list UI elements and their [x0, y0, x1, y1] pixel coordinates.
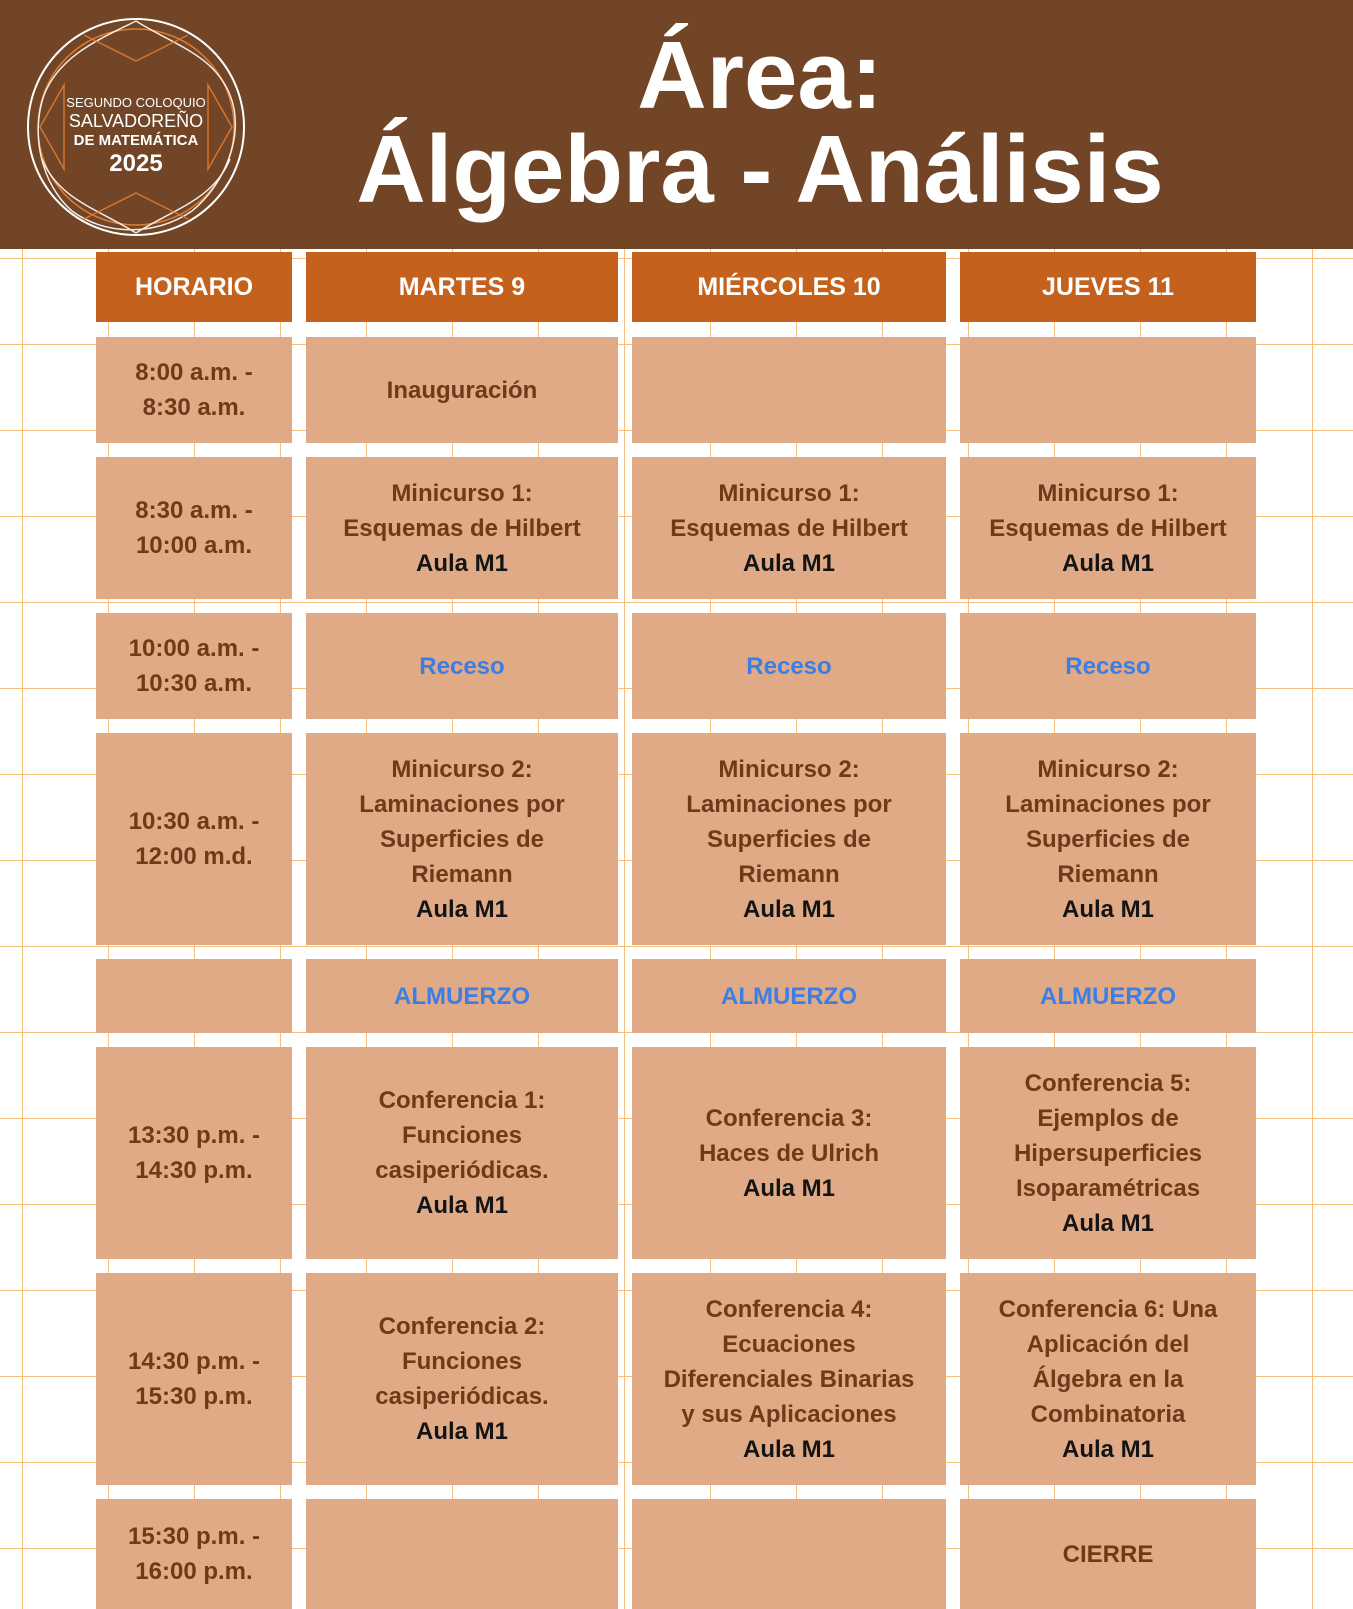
time-line: 14:30 p.m.: [135, 1157, 253, 1184]
column-header-label: MARTES 9: [398, 272, 526, 301]
time-line: 16:00 p.m.: [135, 1558, 253, 1585]
session-text-line: Esquemas de Hilbert: [670, 514, 908, 542]
session-text-line: ALMUERZO: [721, 982, 857, 1010]
time-line: 8:30 a.m. -: [135, 497, 253, 524]
session-room: Aula M1: [1061, 549, 1154, 577]
logo-line2: SALVADOREÑO: [68, 111, 204, 131]
session-text-line: Minicurso 2:: [391, 755, 533, 783]
session-text-line: Conferencia 1:: [378, 1087, 546, 1114]
session-text-line: Esquemas de Hilbert: [343, 514, 581, 542]
session-room: Aula M1: [1061, 895, 1154, 923]
logo-line3: DE MATEMÁTICA: [73, 132, 199, 149]
page-title: [300, 22, 1220, 223]
session-text-line: Conferencia 4:: [705, 1295, 873, 1323]
session-text-line: Isoparamétricas: [1015, 1174, 1201, 1202]
session-cell-martes: [306, 457, 618, 599]
time-line: 10:30 a.m.: [135, 670, 253, 697]
session-room: Aula M1: [1061, 1209, 1154, 1237]
session-cell-miercoles: [632, 733, 946, 945]
time-cell: [96, 1273, 292, 1485]
session-cell-jueves: [960, 959, 1256, 1033]
session-text-line: Haces de Ulrich: [698, 1139, 880, 1167]
time-line: 15:30 p.m.: [135, 1383, 253, 1410]
session-text-line: Riemann: [738, 860, 840, 888]
session-text-line: Receso: [746, 652, 832, 680]
logo-line1: SEGUNDO COLOQUIO: [66, 95, 206, 110]
time-cell: [96, 959, 292, 1033]
session-cell-miercoles: [632, 959, 946, 1033]
session-text-line: Álgebra en la: [1032, 1365, 1184, 1393]
session-text-line: casiperiódicas.: [375, 1383, 549, 1410]
session-text-line: Ejemplos de: [1037, 1104, 1179, 1132]
time-line: 14:30 p.m. -: [127, 1348, 261, 1375]
session-text-line: Conferencia 6: Una: [998, 1295, 1218, 1323]
session-text-line: Superficies de: [706, 825, 872, 853]
time-cell: [96, 457, 292, 599]
session-text-line: CIERRE: [1062, 1540, 1154, 1568]
session-cell-martes: [306, 613, 618, 719]
session-cell-miercoles: [632, 1499, 946, 1609]
session-text-line: Conferencia 2:: [378, 1313, 546, 1340]
session-text-line: Minicurso 2:: [718, 755, 860, 783]
session-room: Aula M1: [742, 895, 835, 923]
session-text-line: y sus Aplicaciones: [681, 1400, 897, 1428]
title-line-2: Álgebra - Análisis: [356, 116, 1164, 223]
page-header: [0, 0, 1353, 249]
session-cell-jueves: [960, 1499, 1256, 1609]
time-line: 10:00 a.m. -: [128, 635, 260, 662]
column-header: [632, 252, 946, 322]
session-cell-jueves: [960, 457, 1256, 599]
session-room: Aula M1: [415, 549, 508, 577]
session-text-line: Riemann: [411, 860, 513, 888]
session-room: Aula M1: [415, 895, 508, 923]
session-cell-jueves: [960, 1047, 1256, 1259]
session-cell-miercoles: [632, 337, 946, 443]
session-cell-miercoles: [632, 1047, 946, 1259]
session-cell-jueves: [960, 337, 1256, 443]
session-text-line: Minicurso 1:: [718, 479, 860, 507]
session-cell-martes: [306, 1273, 618, 1485]
time-line: 8:00 a.m. -: [135, 359, 253, 386]
column-header: [96, 252, 292, 322]
session-text-line: Receso: [419, 652, 505, 680]
session-room: Aula M1: [415, 1192, 508, 1219]
session-text-line: Aplicación del: [1026, 1330, 1190, 1358]
session-cell-jueves: [960, 613, 1256, 719]
column-header-label: JUEVES 11: [1041, 272, 1175, 301]
session-text-line: Conferencia 5:: [1024, 1069, 1192, 1097]
column-header: [306, 252, 618, 322]
session-room: Aula M1: [742, 549, 835, 577]
session-room: Aula M1: [742, 1435, 835, 1463]
session-cell-miercoles: [632, 613, 946, 719]
time-line: 8:30 a.m.: [142, 394, 246, 421]
session-room: Aula M1: [1061, 1435, 1154, 1463]
column-header-label: MIÉRCOLES 10: [697, 272, 881, 301]
session-cell-miercoles: [632, 1273, 946, 1485]
session-text-line: Laminaciones por: [359, 790, 565, 818]
session-room: Aula M1: [415, 1418, 508, 1445]
time-line: 12:00 m.d.: [135, 843, 253, 870]
logo-line4: 2025: [109, 150, 163, 177]
session-cell-martes: [306, 1047, 618, 1259]
time-cell: [96, 337, 292, 443]
session-text-line: Inauguración: [386, 376, 538, 404]
session-text-line: Laminaciones por: [686, 790, 892, 818]
session-text-line: Riemann: [1057, 860, 1159, 888]
session-text-line: Diferenciales Binarias: [663, 1365, 915, 1393]
time-cell: [96, 733, 292, 945]
session-cell-martes: [306, 733, 618, 945]
title-line-1: Área:: [637, 22, 883, 129]
session-text-line: Laminaciones por: [1005, 790, 1211, 818]
session-text-line: Ecuaciones: [722, 1330, 856, 1358]
column-header-label: HORARIO: [134, 272, 254, 301]
logo-emblem: [24, 15, 248, 239]
time-line: 15:30 p.m. -: [127, 1523, 261, 1550]
session-room: Aula M1: [742, 1174, 835, 1202]
session-cell-martes: [306, 337, 618, 443]
session-cell-jueves: [960, 1273, 1256, 1485]
session-text-line: Conferencia 3:: [705, 1104, 873, 1132]
session-text-line: Superficies de: [379, 825, 545, 853]
session-text-line: Minicurso 1:: [391, 479, 533, 507]
session-text-line: ALMUERZO: [1040, 982, 1176, 1010]
session-cell-jueves: [960, 733, 1256, 945]
session-text-line: Receso: [1065, 652, 1151, 680]
session-text-line: Funciones: [401, 1348, 522, 1375]
session-cell-martes: [306, 959, 618, 1033]
time-cell: [96, 1499, 292, 1609]
session-text-line: Funciones: [401, 1122, 522, 1149]
session-text-line: ALMUERZO: [394, 982, 530, 1010]
session-text-line: Minicurso 1:: [1037, 479, 1179, 507]
time-line: 10:00 a.m.: [135, 532, 253, 559]
session-text-line: Combinatoria: [1030, 1400, 1186, 1428]
time-line: 13:30 p.m. -: [127, 1122, 261, 1149]
session-cell-martes: [306, 1499, 618, 1609]
session-text-line: Superficies de: [1025, 825, 1191, 853]
session-text-line: Esquemas de Hilbert: [989, 514, 1227, 542]
session-text-line: casiperiódicas.: [375, 1157, 549, 1184]
colloquium-logo: [24, 15, 248, 239]
session-text-line: Minicurso 2:: [1037, 755, 1179, 783]
time-line: 10:30 a.m. -: [128, 808, 260, 835]
session-text-line: Hipersuperficies: [1013, 1139, 1203, 1167]
column-header: [960, 252, 1256, 322]
session-cell-miercoles: [632, 457, 946, 599]
time-cell: [96, 1047, 292, 1259]
time-cell: [96, 613, 292, 719]
